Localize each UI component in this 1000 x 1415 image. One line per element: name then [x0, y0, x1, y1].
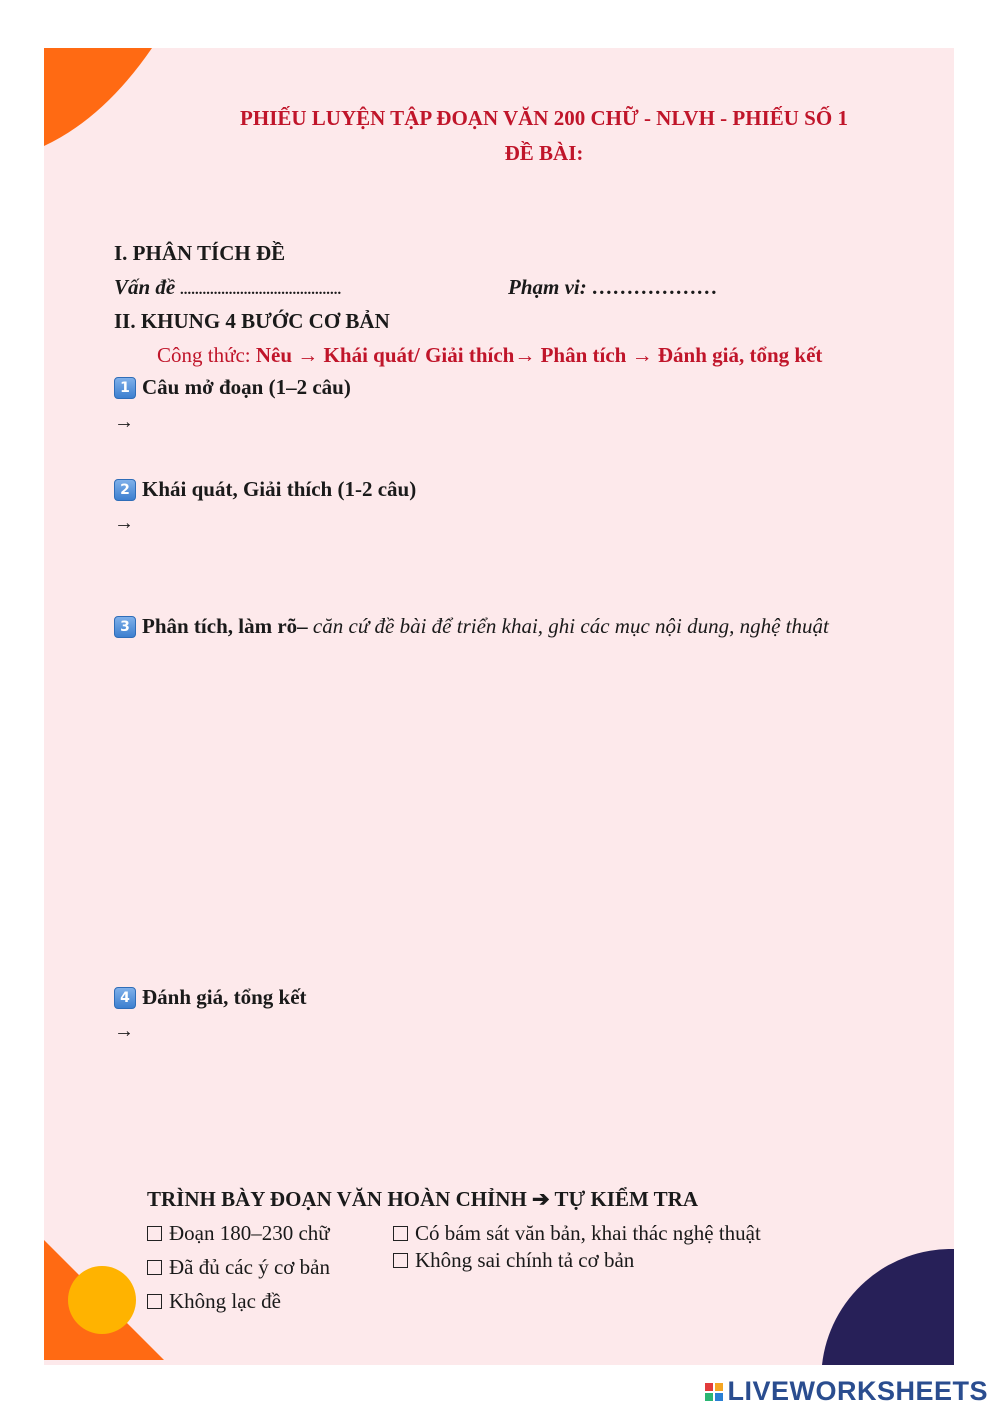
keycap-2-icon: 2: [114, 479, 136, 501]
checklist-item-ideas[interactable]: [147, 1255, 330, 1280]
issue-label: Vấn đề: [114, 275, 181, 299]
formula-line: [157, 343, 822, 368]
step-1-heading: [114, 375, 351, 400]
step-3-answer-area[interactable]: [114, 652, 914, 972]
checklist-label: Có bám sát văn bản, khai thác nghệ thuật: [415, 1221, 761, 1245]
step-1-title: Câu mở đoạn (1–2 câu): [142, 375, 351, 399]
scope-label: Phạm vi:: [508, 275, 592, 299]
checkbox-icon[interactable]: [147, 1260, 162, 1275]
checklist-item-text-fidelity[interactable]: [393, 1221, 761, 1246]
formula-label: Công thức:: [157, 343, 256, 367]
checklist-heading: TRÌNH BÀY ĐOẠN VĂN HOÀN CHỈNH ➔ TỰ KIỂM TRA: [147, 1187, 699, 1211]
step-2-heading: [114, 477, 416, 502]
issue-answer-blank[interactable]: ...........................................: [180, 282, 342, 298]
logo-text: LIVEWORKSHEETS: [727, 1376, 988, 1406]
step-2-answer-field[interactable]: →: [114, 512, 134, 534]
section-1-heading: I. PHÂN TÍCH ĐỀ: [114, 241, 286, 265]
liveworksheets-logo-icon: [705, 1383, 723, 1401]
step-1-answer-field[interactable]: →: [114, 411, 134, 433]
checklist-label: Đã đủ các ý cơ bản: [169, 1255, 330, 1279]
step-3-heading: [114, 614, 829, 639]
checklist-label: Không sai chính tả cơ bản: [415, 1248, 635, 1272]
issue-line: [114, 275, 342, 300]
checkbox-icon[interactable]: [147, 1294, 162, 1309]
step-4-title: Đánh giá, tổng kết: [142, 985, 307, 1009]
checklist-label: Không lạc đề: [169, 1289, 281, 1313]
keycap-1-icon: 1: [114, 377, 136, 399]
step-3-note: căn cứ đề bài để triển khai, ghi các mục nội dung, nghệ thuật: [312, 614, 829, 638]
corner-decoration-top-left: [44, 48, 164, 148]
checklist-label: Đoạn 180–230 chữ: [169, 1221, 330, 1245]
liveworksheets-logo: [705, 1376, 988, 1407]
section-2-heading: II. KHUNG 4 BƯỚC CƠ BẢN: [114, 309, 390, 333]
keycap-3-icon: 3: [114, 616, 136, 638]
checkbox-icon[interactable]: [393, 1226, 408, 1241]
step-4-heading: [114, 985, 307, 1010]
worksheet-subtitle: ĐỀ BÀI:: [504, 141, 584, 165]
checklist-item-spelling[interactable]: [393, 1248, 634, 1273]
formula-value: Nêu → Khái quát/ Giải thích→ Phân tích → Đánh giá, tổng kết: [255, 343, 823, 367]
corner-decoration-bottom-right: [822, 1249, 954, 1365]
scope-line: [508, 275, 718, 300]
step-3-title: Phân tích, làm rõ–: [142, 614, 313, 638]
checkbox-icon[interactable]: [393, 1253, 408, 1268]
checklist-item-on-topic[interactable]: [147, 1289, 281, 1314]
step-2-title: Khái quát, Giải thích (1-2 câu): [142, 477, 417, 501]
keycap-4-icon: 4: [114, 987, 136, 1009]
worksheet-title: PHIẾU LUYỆN TẬP ĐOẠN VĂN 200 CHỮ - NLVH - PHIẾU SỐ 1: [240, 106, 848, 130]
worksheet-page: [44, 48, 954, 1365]
checklist-item-length[interactable]: [147, 1221, 330, 1246]
scope-answer-blank[interactable]: ………………: [592, 275, 718, 299]
step-4-answer-field[interactable]: →: [114, 1020, 134, 1042]
checkbox-icon[interactable]: [147, 1226, 162, 1241]
